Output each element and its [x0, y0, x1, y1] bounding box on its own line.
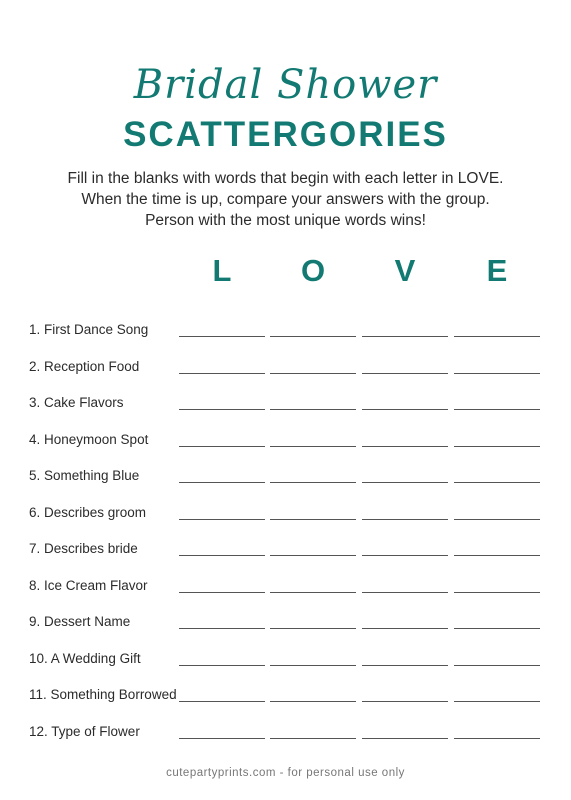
letter-o-heading: O: [300, 253, 326, 288]
category-label: 5. Something Blue: [29, 468, 140, 483]
answer-blank-l[interactable]: [179, 738, 265, 739]
answer-blank-o[interactable]: [270, 701, 356, 702]
answer-blank-e[interactable]: [454, 519, 540, 520]
answer-blank-e[interactable]: [454, 555, 540, 556]
answer-blank-v[interactable]: [362, 592, 448, 593]
answer-blank-l[interactable]: [179, 373, 265, 374]
letter-v-heading: V: [394, 253, 416, 288]
answer-blank-e[interactable]: [454, 336, 540, 337]
answer-blank-o[interactable]: [270, 592, 356, 593]
answer-blank-o[interactable]: [270, 738, 356, 739]
answer-blank-e[interactable]: [454, 592, 540, 593]
answer-blank-e[interactable]: [454, 482, 540, 483]
answer-blank-o[interactable]: [270, 665, 356, 666]
category-label: 11. Something Borrowed: [29, 687, 177, 702]
category-label: 8. Ice Cream Flavor: [29, 577, 148, 593]
answer-blank-l[interactable]: [179, 409, 265, 410]
category-row: [29, 649, 549, 673]
category-row: [29, 320, 549, 344]
answer-blank-v[interactable]: [362, 519, 448, 520]
category-row: [29, 685, 549, 709]
instruction-line: Fill in the blanks with words that begin with each letter in LOVE.: [67, 170, 504, 187]
answer-blank-o[interactable]: [270, 555, 356, 556]
answer-blank-o[interactable]: [270, 373, 356, 374]
category-label: 4. Honeymoon Spot: [29, 431, 149, 447]
answer-blank-v[interactable]: [362, 701, 448, 702]
answer-blank-v[interactable]: [362, 373, 448, 374]
answer-blank-e[interactable]: [454, 738, 540, 739]
instructions: [30, 168, 541, 231]
answer-blank-l[interactable]: [179, 701, 265, 702]
category-row: [29, 466, 549, 490]
answer-blank-v[interactable]: [362, 482, 448, 483]
answer-blank-l[interactable]: [179, 482, 265, 483]
category-label: 7. Describes bride: [29, 541, 138, 556]
answer-blank-e[interactable]: [454, 628, 540, 629]
category-row: [29, 430, 549, 454]
answer-blank-o[interactable]: [270, 519, 356, 520]
answer-blank-o[interactable]: [270, 336, 356, 337]
category-row: [29, 393, 549, 417]
category-label: 10. A Wedding Gift: [29, 650, 141, 666]
script-title: Bridal Shower: [133, 62, 438, 108]
page-title: SCATTERGORIES: [123, 115, 448, 154]
letter-e-heading: E: [486, 253, 508, 288]
answer-blank-o[interactable]: [270, 409, 356, 410]
category-row: [29, 576, 549, 600]
answer-blank-v[interactable]: [362, 628, 448, 629]
answer-blank-o[interactable]: [270, 628, 356, 629]
answer-blank-o[interactable]: [270, 482, 356, 483]
answer-blank-e[interactable]: [454, 409, 540, 410]
category-label: 1. First Dance Song: [29, 322, 149, 337]
answer-blank-l[interactable]: [179, 336, 265, 337]
answer-blank-v[interactable]: [362, 555, 448, 556]
category-row: [29, 612, 549, 636]
category-row: [29, 503, 549, 527]
answer-blank-l[interactable]: [179, 446, 265, 447]
answer-blank-e[interactable]: [454, 446, 540, 447]
instruction-line: When the time is up, compare your answers with the group.: [81, 191, 490, 208]
answer-blank-l[interactable]: [179, 628, 265, 629]
answer-blank-v[interactable]: [362, 336, 448, 337]
answer-blank-l[interactable]: [179, 519, 265, 520]
category-row: [29, 722, 549, 746]
answer-blank-e[interactable]: [454, 373, 540, 374]
answer-blank-e[interactable]: [454, 665, 540, 666]
answer-blank-v[interactable]: [362, 409, 448, 410]
answer-blank-e[interactable]: [454, 701, 540, 702]
category-row: [29, 539, 549, 563]
category-label: 3. Cake Flavors: [29, 395, 124, 410]
answer-blank-v[interactable]: [362, 446, 448, 447]
letter-l-heading: L: [212, 253, 232, 288]
answer-blank-o[interactable]: [270, 446, 356, 447]
category-label: 2. Reception Food: [29, 358, 140, 374]
instruction-line: Person with the most unique words wins!: [145, 212, 426, 229]
category-label: 9. Dessert Name: [29, 614, 131, 629]
answer-blank-l[interactable]: [179, 555, 265, 556]
answer-blank-l[interactable]: [179, 592, 265, 593]
answer-blank-v[interactable]: [362, 738, 448, 739]
footer-text: cutepartyprints.com - for personal use only: [166, 767, 405, 779]
category-label: 6. Describes groom: [29, 504, 147, 520]
category-row: [29, 357, 549, 381]
answer-blank-v[interactable]: [362, 665, 448, 666]
category-label: 12. Type of Flower: [29, 723, 140, 739]
answer-blank-l[interactable]: [179, 665, 265, 666]
